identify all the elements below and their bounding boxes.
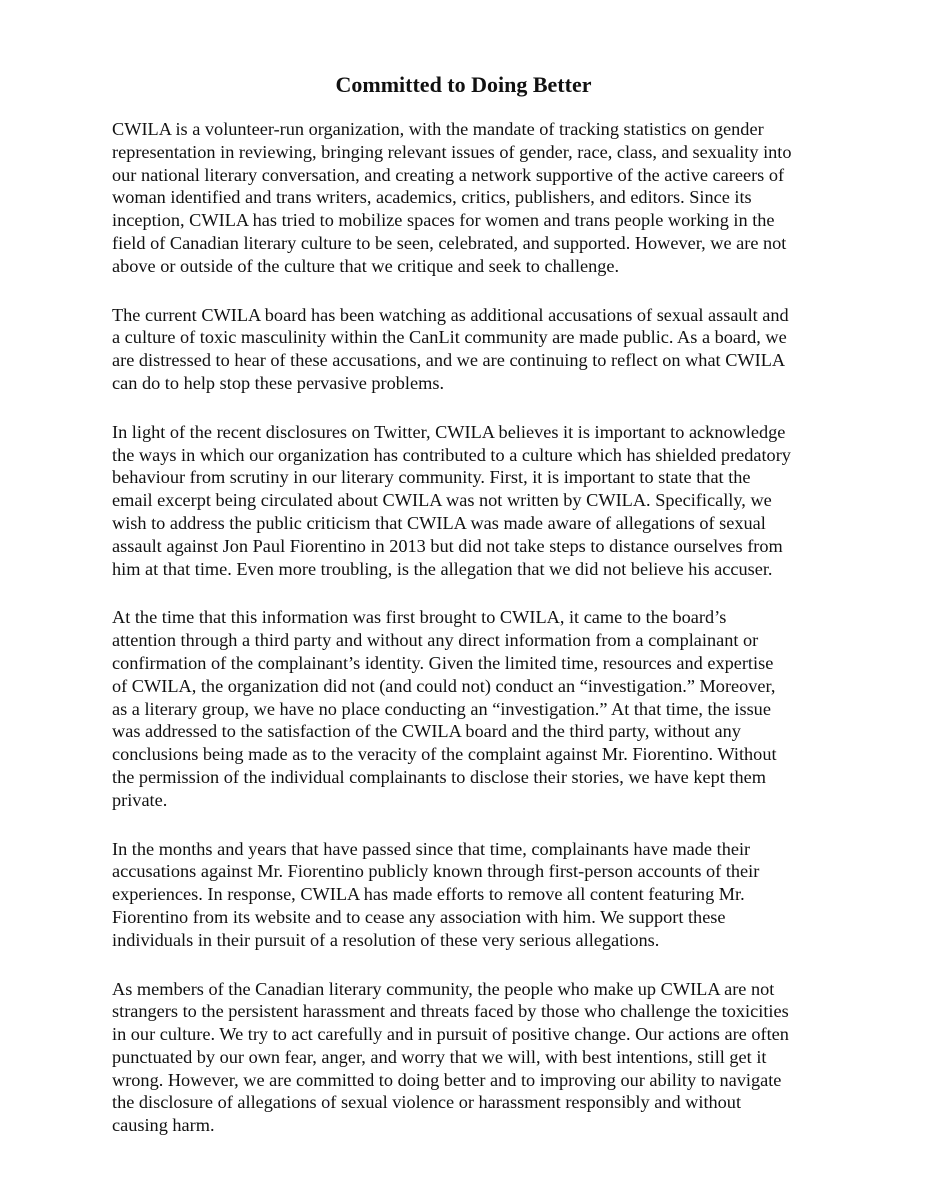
paragraph-6 (112, 978, 828, 1138)
paragraph-line: are distressed to hear of these accusations, and we are continuing to reflect on what CWILA (112, 350, 786, 371)
paragraph-line: confirmation of the complainant’s identity. Given the limited time, resources and expertise (112, 652, 774, 673)
paragraph-line: can do to help stop these pervasive problems. (112, 372, 445, 393)
paragraph-line: punctuated by our own fear, anger, and worry that we will, with best intentions, still get it (112, 1046, 767, 1067)
document-body (112, 118, 828, 1163)
paragraph-line: The current CWILA board has been watching as additional accusations of sexual assault and (112, 304, 789, 325)
paragraph-line: representation in reviewing, bringing relevant issues of gender, race, class, and sexuality into (112, 141, 792, 162)
paragraph-line: strangers to the persistent harassment and threats faced by those who challenge the toxicities (112, 1001, 789, 1022)
paragraph-line: experiences. In response, CWILA has made efforts to remove all content featuring Mr. (112, 884, 745, 905)
paragraph-line: above or outside of the culture that we critique and seek to challenge. (112, 255, 620, 276)
paragraph-3 (112, 421, 828, 581)
paragraph-line: the disclosure of allegations of sexual violence or harassment responsibly and without (112, 1092, 742, 1113)
paragraph-line: wrong. However, we are committed to doing better and to improving our ability to navigate (112, 1069, 782, 1090)
paragraph-line: field of Canadian literary culture to be seen, celebrated, and supported. However, we are not (112, 232, 787, 253)
paragraph-line: of CWILA, the organization did not (and could not) conduct an “investigation.” Moreover, (112, 675, 776, 696)
paragraph-line: attention through a third party and without any direct information from a complainant or (112, 630, 759, 651)
paragraph-line: him at that time. Even more troubling, is the allegation that we did not believe his accuser. (112, 558, 773, 579)
paragraph-line: the permission of the individual complainants to disclose their stories, we have kept them (112, 766, 766, 787)
paragraph-line: CWILA is a volunteer-run organization, with the mandate of tracking statistics on gender (112, 119, 764, 139)
paragraph-line: email excerpt being circulated about CWILA was not written by CWILA. Specifically, we (112, 490, 772, 511)
paragraph-line: causing harm. (112, 1115, 215, 1136)
paragraph-1 (112, 118, 828, 278)
paragraph-line: as a literary group, we have no place conducting an “investigation.” At that time, the issue (112, 698, 771, 719)
paragraph-line: At the time that this information was first brought to CWILA, it came to the board’s (112, 607, 727, 628)
paragraph-line: a culture of toxic masculinity within the CanLit community are made public. As a board, we (112, 327, 787, 348)
paragraph-line: As members of the Canadian literary community, the people who make up CWILA are not (112, 978, 775, 999)
paragraph-line: the ways in which our organization has contributed to a culture which has shielded predatory (112, 444, 791, 465)
paragraph-line: our national literary conversation, and creating a network supportive of the active careers of (112, 164, 785, 185)
paragraph-line: assault against Jon Paul Fiorentino in 2013 but did not take steps to distance ourselves from (112, 535, 783, 556)
paragraph-line: In light of the recent disclosures on Twitter, CWILA believes it is important to acknowledge (112, 421, 786, 442)
paragraph-line: In the months and years that have passed since that time, complainants have made their (112, 838, 751, 859)
paragraph-2 (112, 304, 828, 395)
paragraph-line: conclusions being made as to the veracity of the complaint against Mr. Fiorentino. Without (112, 744, 777, 765)
paragraph-line: Fiorentino from its website and to cease any association with him. We support these (112, 906, 726, 927)
paragraph-5 (112, 838, 828, 952)
paragraph-line: woman identified and trans writers, academics, critics, publishers, and editors. Since its (112, 187, 752, 208)
document-title: Committed to Doing Better (335, 72, 592, 97)
paragraph-line: wish to address the public criticism that CWILA was made aware of allegations of sexual (112, 512, 766, 533)
paragraph-line: inception, CWILA has tried to mobilize spaces for women and trans people working in the (112, 210, 775, 231)
paragraph-line: private. (112, 789, 168, 810)
paragraph-line: was addressed to the satisfaction of the CWILA board and the third party, without any (112, 721, 741, 742)
paragraph-line: accusations against Mr. Fiorentino publicly known through first-person accounts of their (112, 861, 760, 882)
paragraph-line: individuals in their pursuit of a resolution of these very serious allegations. (112, 929, 660, 950)
paragraph-line: behaviour from scrutiny in our literary community. First, it is important to state that the (112, 467, 751, 488)
paragraph-4 (112, 606, 828, 811)
paragraph-line: in our culture. We try to act carefully and in pursuit of positive change. Our actions are often (112, 1024, 789, 1045)
